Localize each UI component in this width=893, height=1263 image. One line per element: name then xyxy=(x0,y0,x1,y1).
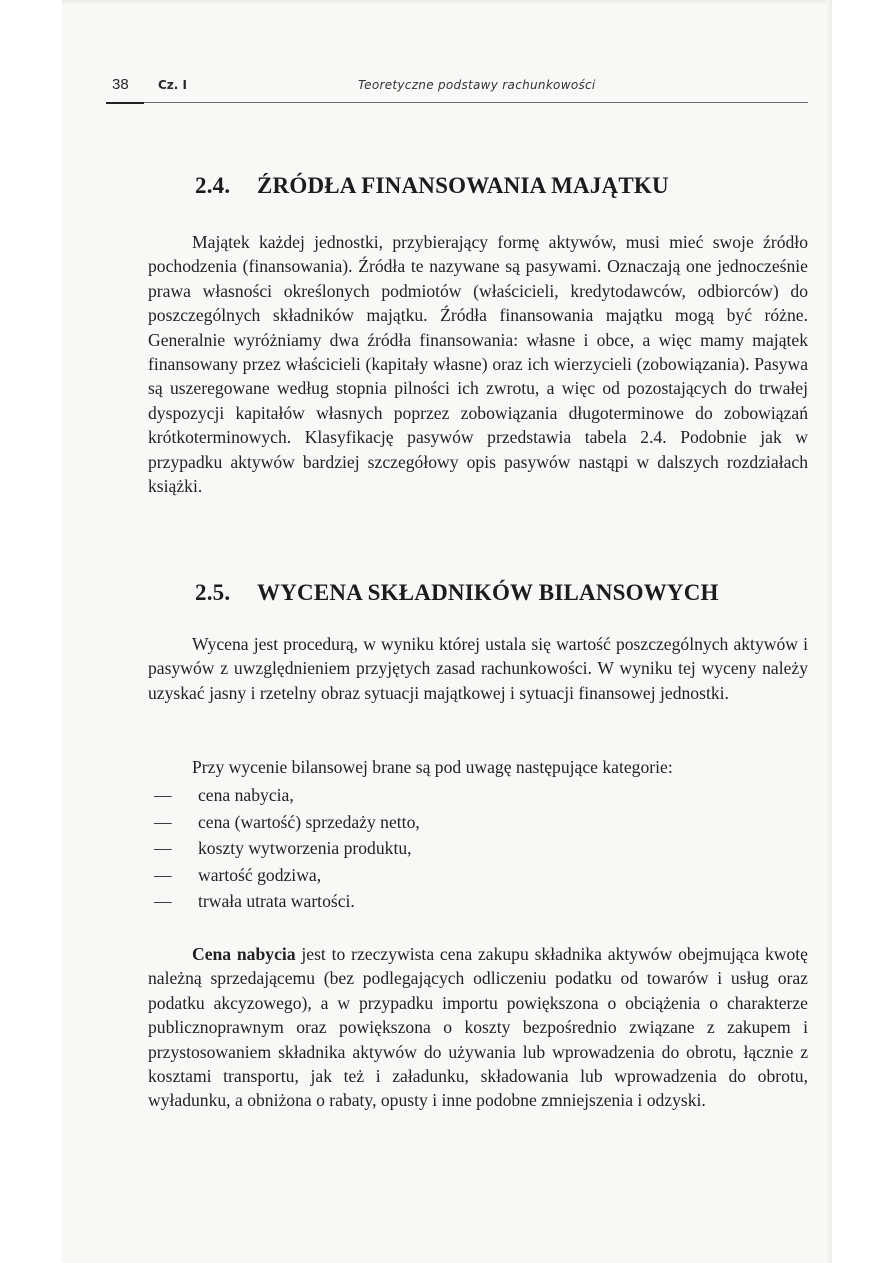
running-header xyxy=(112,72,808,103)
paragraph-acquisition-price xyxy=(148,942,808,1113)
list-item-text: cena nabycia, xyxy=(198,785,294,805)
running-title: Teoretyczne podstawy rachunkowości xyxy=(358,78,596,92)
section-heading-2-5 xyxy=(195,580,719,606)
list-dash: — xyxy=(154,785,172,805)
scan-edge-top xyxy=(62,0,832,4)
section-heading-2-4 xyxy=(195,173,669,199)
page-number-rule xyxy=(106,102,144,104)
list-item xyxy=(148,889,420,916)
list-dash: — xyxy=(154,838,172,859)
section-title: ŹRÓDŁA FINANSOWANIA MAJĄTKU xyxy=(257,173,669,198)
part-label: Cz. I xyxy=(158,78,187,92)
section-number: 2.5. xyxy=(195,580,231,605)
section-title: WYCENA SKŁADNIKÓW BILANSOWYCH xyxy=(257,580,719,605)
list-item xyxy=(148,783,420,810)
list-item xyxy=(148,863,420,890)
definition-text: jest to rzeczywista cena zakupu składnika aktywów obejmująca kwotę należną sprzedającemu (bez podlegających odliczeniu podatku od towarów i usług oraz podatku akcyzowego), a w przypadku importu powiększona o obciążenia o charakterze publicznoprawnym oraz powiększona o koszty bezpośrednio związane z zakupem i przystosowaniem składnika aktywów do używania lub wprowadzenia do obrotu, łącznie z kosztami transportu, jak też i załadunku, składowania lub wprowadzenia do obrotu, wyładunku, a obniżona o rabaty, opusty i inne podobne zmniejszenia i odzyski. xyxy=(148,944,808,1111)
list-item-text: wartość godziwa, xyxy=(198,864,322,885)
valuation-categories-list xyxy=(148,783,420,916)
list-item xyxy=(148,836,420,863)
paragraph-financing-sources: Majątek każdej jednostki, przybierający formę aktywów, musi mieć swoje źródło pochodzenia (finansowania). Źródła te nazywane są pasywami. Oznaczają one jednocześnie prawa własności określonych podmiotów (właścicieli, kredytodawców, odbiorców) do poszczególnych składników majątku. Źródła finansowania majątku mogą być różne. Generalnie wyróżniamy dwa źródła finansowania: własne i obce, a więc mamy majątek finansowany przez właścicieli (kapitały własne) oraz ich wierzycieli (zobowiązania). Pasywa są uszeregowane według stopnia pilności ich zwrotu, a więc od pozostających do trwałej dyspozycji kapitałów własnych poprzez zobowiązania długoterminowe do zobowiązań krótkoterminowych. Klasyfikację pasywów przedstawia tabela 2.4. Podobnie jak w przypadku aktywów bardziej szczegółowy opis pasywów nastąpi w dalszych rozdziałach książki. xyxy=(148,232,808,497)
list-item-text: trwała utrata wartości. xyxy=(198,891,355,912)
list-dash: — xyxy=(154,891,172,912)
list-dash: — xyxy=(154,864,172,885)
scan-edge-right xyxy=(826,0,832,1263)
page-number: 38 xyxy=(112,76,129,93)
list-item xyxy=(148,810,420,837)
section-number: 2.4. xyxy=(195,173,231,198)
paragraph-valuation: Wycena jest procedurą, w wyniku której ustala się wartość poszczególnych aktywów i pasywów z uwzględnieniem przyjętych zasad rachunkowości. W wyniku tej wyceny należy uzyskać jasny i rzetelny obraz sytuacji majątkowej i sytuacji finansowej jednostki. xyxy=(148,634,808,703)
list-item-text: koszty wytworzenia produktu, xyxy=(198,838,412,859)
list-item-text: cena (wartość) sprzedaży netto, xyxy=(198,811,420,832)
definition-term: Cena nabycia xyxy=(192,944,296,964)
list-intro: Przy wycenie bilansowej brane są pod uwagę następujące kategorie: xyxy=(192,757,673,777)
list-dash: — xyxy=(154,811,172,832)
